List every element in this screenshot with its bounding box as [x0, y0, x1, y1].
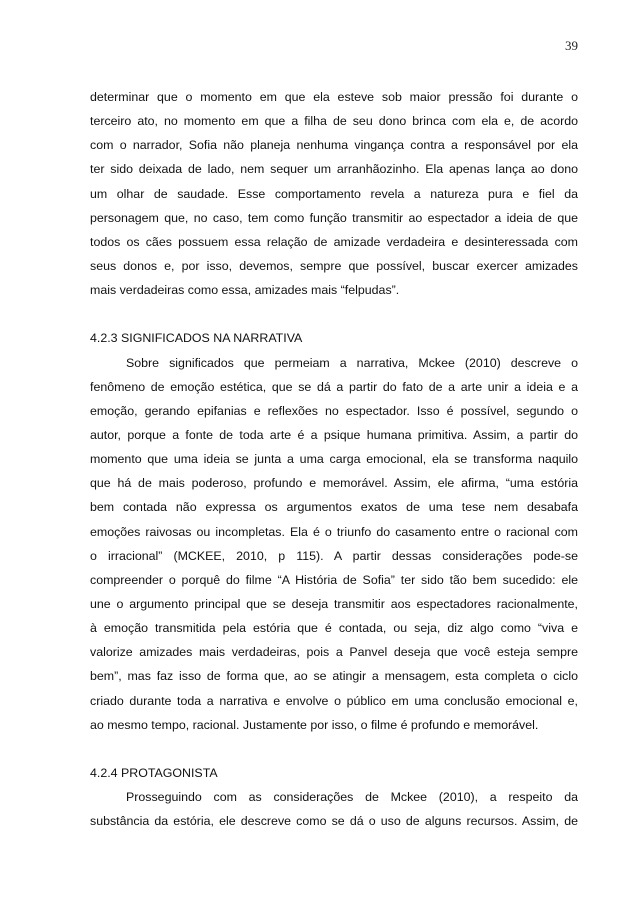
text-line: momento que uma ideia se junta a uma carga emocional, ela se transforma naquilo: [90, 452, 578, 467]
text-line: à emoção transmitida pela estória que é contada, ou seja, diz algo como “viva e: [90, 621, 578, 636]
text-line: valorize amizades mais verdadeiras, pois a Panvel deseja que você esteja sempre: [90, 645, 578, 660]
text-line: substância da estória, ele descreve como se dá o uso de alguns recursos. Assim, de: [90, 814, 578, 829]
text-line: com o narrador, Sofia não planeja nenhuma vingança contra a responsável por ela: [90, 138, 578, 153]
document-body: [90, 85, 578, 833]
text-line: mais verdadeiras como essa, amizades mais “felpudas”.: [90, 283, 400, 298]
section-heading: 4.2.3 SIGNIFICADOS NA NARRATIVA: [90, 331, 303, 346]
text-line: o irracional” (MCKEE, 2010, p 115). A partir dessas considerações pode-se: [90, 548, 578, 563]
text-line: Prosseguindo com as considerações de Mckee (2010), a respeito da: [126, 790, 578, 805]
text-line: une o argumento principal que se deseja transmitir aos espectadores racionalmente,: [90, 596, 578, 611]
text-line: autor, porque a fonte de toda arte é a psique humana primitiva. Assim, a partir do: [90, 427, 578, 442]
text-line: emoção, gerando epifanias e reflexões no espectador. Isso é possível, segundo o: [90, 403, 578, 418]
paragraph: [90, 351, 578, 737]
text-line: determinar que o momento em que ela esteve sob maior pressão foi durante o: [90, 90, 578, 104]
text-line: seus donos e, por isso, devemos, sempre que possível, buscar exercer amizades: [90, 258, 578, 273]
text-line: bem contada não expressa os argumentos exatos de uma tese nem desabafa: [90, 500, 578, 515]
text-line: todos os cães possuem essa relação de amizade verdadeira e desinteressada com: [90, 234, 578, 249]
text-line: personagem que, no caso, tem como função transmitir ao espectador a ideia de que: [90, 210, 578, 225]
section-heading: 4.2.4 PROTAGONISTA: [90, 765, 218, 780]
text-line: emoções raivosas ou incompletas. Ela é o triunfo do casamento entre o racional com: [90, 524, 578, 539]
text-line: Sobre significados que permeiam a narrativa, Mckee (2010) descreve o: [126, 355, 578, 370]
text-line: criado durante toda a narrativa e envolve o público em uma conclusão emocional e,: [90, 693, 578, 708]
text-line: compreender o porquê do filme “A História de Sofia” ter sido tão bem sucedido: ele: [90, 572, 578, 587]
text-line: que há de mais poderoso, profundo e memorável. Assim, ele afirma, “uma estória: [90, 476, 578, 491]
paragraph: [90, 85, 578, 302]
text-line: fenômeno de emoção estética, que se dá a partir do fato de a arte unir a ideia e a: [90, 379, 578, 394]
text-line: ao mesmo tempo, racional. Justamente por isso, o filme é profundo e memorável.: [90, 717, 539, 732]
page-number: 39: [565, 38, 578, 53]
text-line: ter sido deixada de lado, nem sequer um arranhãozinho. Ela apenas lança ao dono: [90, 162, 578, 177]
text-line: bem”, mas faz isso de forma que, ao se atingir a mensagem, esta completa o ciclo: [90, 669, 578, 684]
text-line: terceiro ato, no momento em que a filha de seu dono brinca com ela e, de acordo: [90, 114, 578, 129]
paragraph: [90, 785, 578, 833]
text-line: um olhar de saudade. Esse comportamento revela a natureza pura e fiel da: [90, 186, 578, 201]
